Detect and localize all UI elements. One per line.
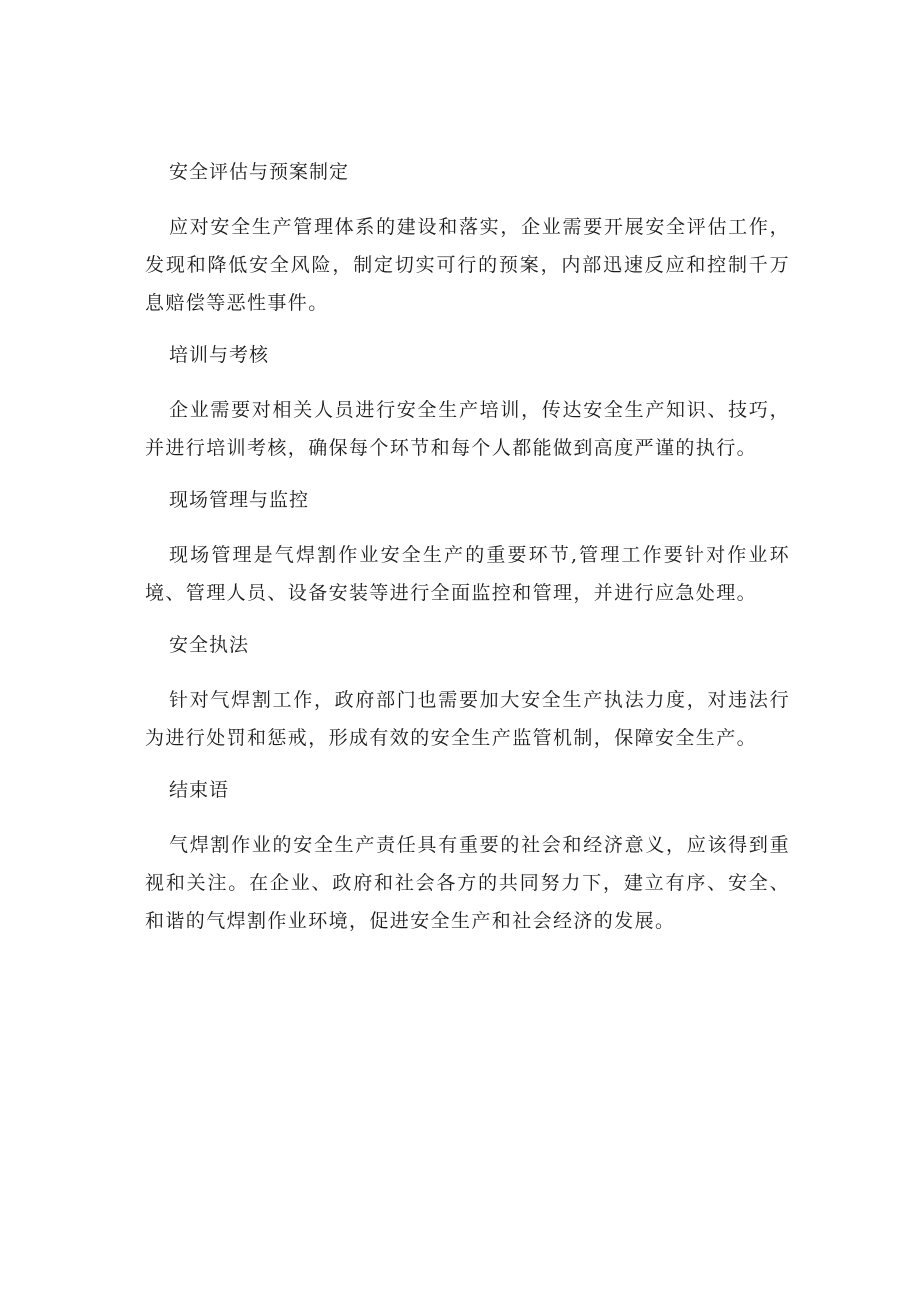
section-paragraph: 企业需要对相关人员进行安全生产培训，传达安全生产知识、技巧，并进行培训考核，确保每个环节和每个人都能做到高度严谨的执行。 [145,399,790,459]
section-heading: 结束语 [169,779,230,801]
section-conclusion [145,776,790,940]
section-safety-assessment [145,158,790,322]
section-heading: 现场管理与监控 [169,489,310,511]
section-training [145,341,790,467]
document-content [145,158,790,959]
section-heading: 培训与考核 [169,344,270,366]
section-paragraph: 气焊割作业的安全生产责任具有重要的社会和经济意义，应该得到重视和关注。在企业、政府和社会各方的共同努力下，建立有序、安全、和谐的气焊割作业环境，促进安全生产和社会经济的发展。 [145,834,790,932]
section-law-enforcement [145,631,790,757]
section-site-management [145,486,790,612]
section-paragraph: 针对气焊割工作，政府部门也需要加大安全生产执法力度，对违法行为进行处罚和惩戒，形成有效的安全生产监管机制，保障安全生产。 [145,689,790,749]
section-heading: 安全评估与预案制定 [169,161,350,183]
section-heading: 安全执法 [169,634,250,656]
section-paragraph: 现场管理是气焊割作业安全生产的重要环节,管理工作要针对作业环境、管理人员、设备安装等进行全面监控和管理，并进行应急处理。 [145,544,790,604]
section-paragraph: 应对安全生产管理体系的建设和落实，企业需要开展安全评估工作，发现和降低安全风险，制定切实可行的预案，内部迅速反应和控制千万息赔偿等恶性事件。 [145,216,790,314]
